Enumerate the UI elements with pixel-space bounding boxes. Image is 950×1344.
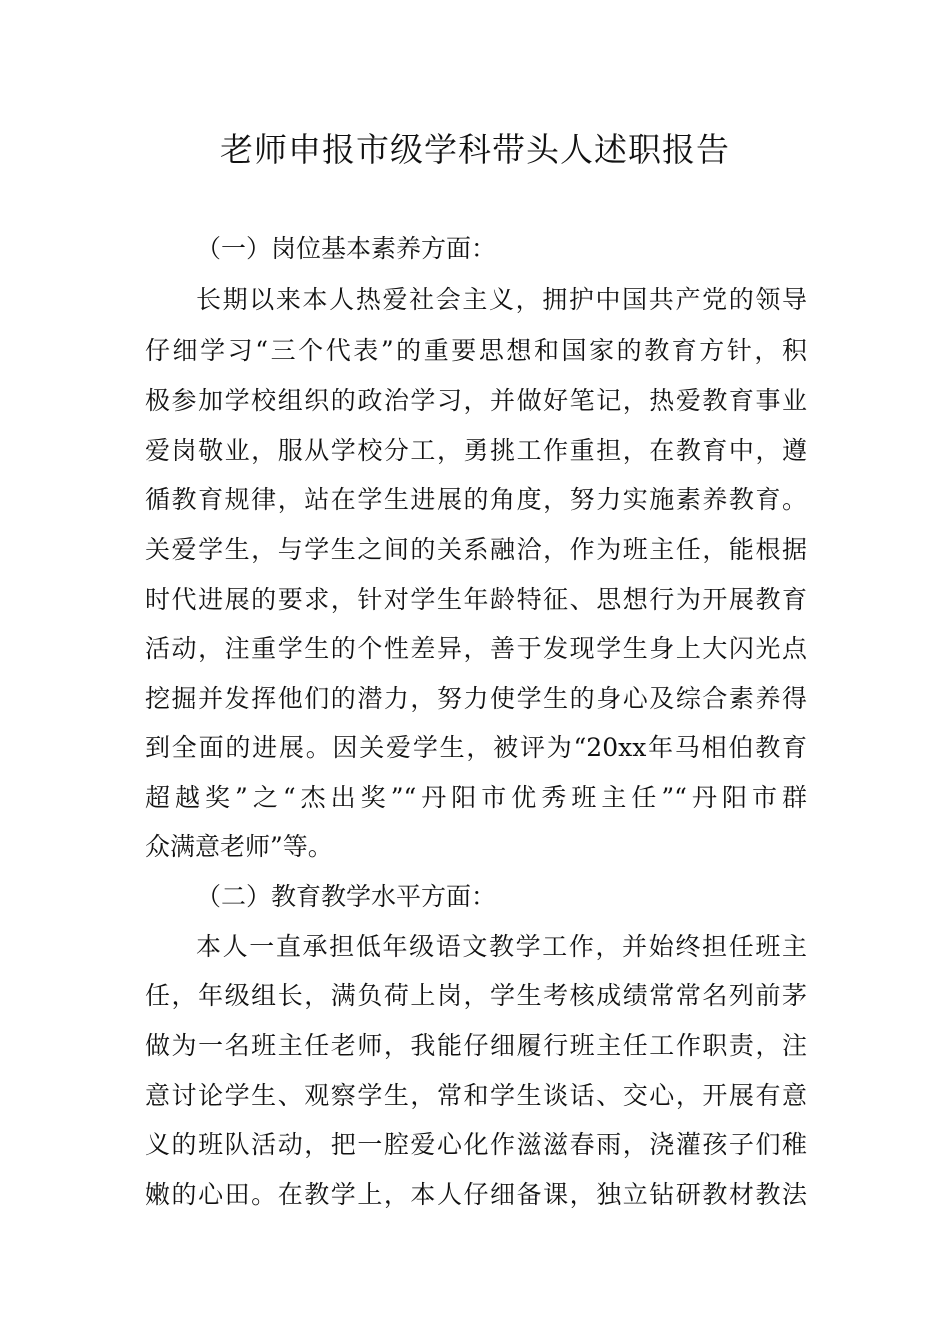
paragraph-line: 嫩的心田。在教学上，本人仔细备课，独立钻研教材教法 — [145, 1180, 807, 1209]
paragraph-line: 众满意老师”等。 — [145, 832, 333, 861]
paragraph-line: 长期以来本人热爱社会主义，拥护中国共产党的领导 — [196, 285, 807, 314]
paragraph-line: 循教育规律，站在学生进展的角度，努力实施素养教育。 — [145, 485, 807, 514]
paragraph-line: 仔细学习“三个代表”的重要思想和国家的教育方针，积 — [145, 336, 807, 365]
paragraph-line: 时代进展的要求，针对学生年龄特征、思想行为开展教育 — [145, 585, 807, 614]
paragraph-line: 本人一直承担低年级语文教学工作，并始终担任班主 — [196, 932, 807, 961]
document-title: 老师申报市级学科带头人述职报告 — [220, 130, 730, 169]
paragraph-line: 活动，注重学生的个性差异，善于发现学生身上大闪光点 — [145, 634, 807, 663]
paragraph-line: 爱岗敬业，服从学校分工，勇挑工作重担，在教育中，遵 — [145, 436, 807, 465]
paragraph-line: 义的班队活动，把一腔爱心化作滋滋春雨，浇灌孩子们稚 — [145, 1130, 807, 1159]
paragraph-line: 极参加学校组织的政治学习，并做好笔记，热爱教育事业 — [145, 386, 807, 415]
paragraph-line: 到全面的进展。因关爱学生，被评为“20xx年马相伯教育 — [145, 733, 807, 762]
paragraph-line: 超越奖”之“杰出奖”“丹阳市优秀班主任”“丹阳市群 — [145, 783, 807, 812]
paragraph-line: 挖掘并发挥他们的潜力，努力使学生的身心及综合素养得 — [145, 684, 807, 713]
section-heading-1: （一）岗位基本素养方面： — [196, 234, 497, 263]
paragraph-line: 意讨论学生、观察学生，常和学生谈话、交心，开展有意 — [145, 1081, 807, 1110]
paragraph-line: 关爱学生，与学生之间的关系融洽，作为班主任，能根据 — [145, 535, 807, 564]
paragraph-line: 任，年级组长，满负荷上岗，学生考核成绩常常名列前茅 — [145, 981, 807, 1010]
paragraph-line: 做为一名班主任老师，我能仔细履行班主任工作职责，注 — [145, 1031, 807, 1060]
section-heading-2: （二）教育教学水平方面： — [196, 882, 497, 911]
